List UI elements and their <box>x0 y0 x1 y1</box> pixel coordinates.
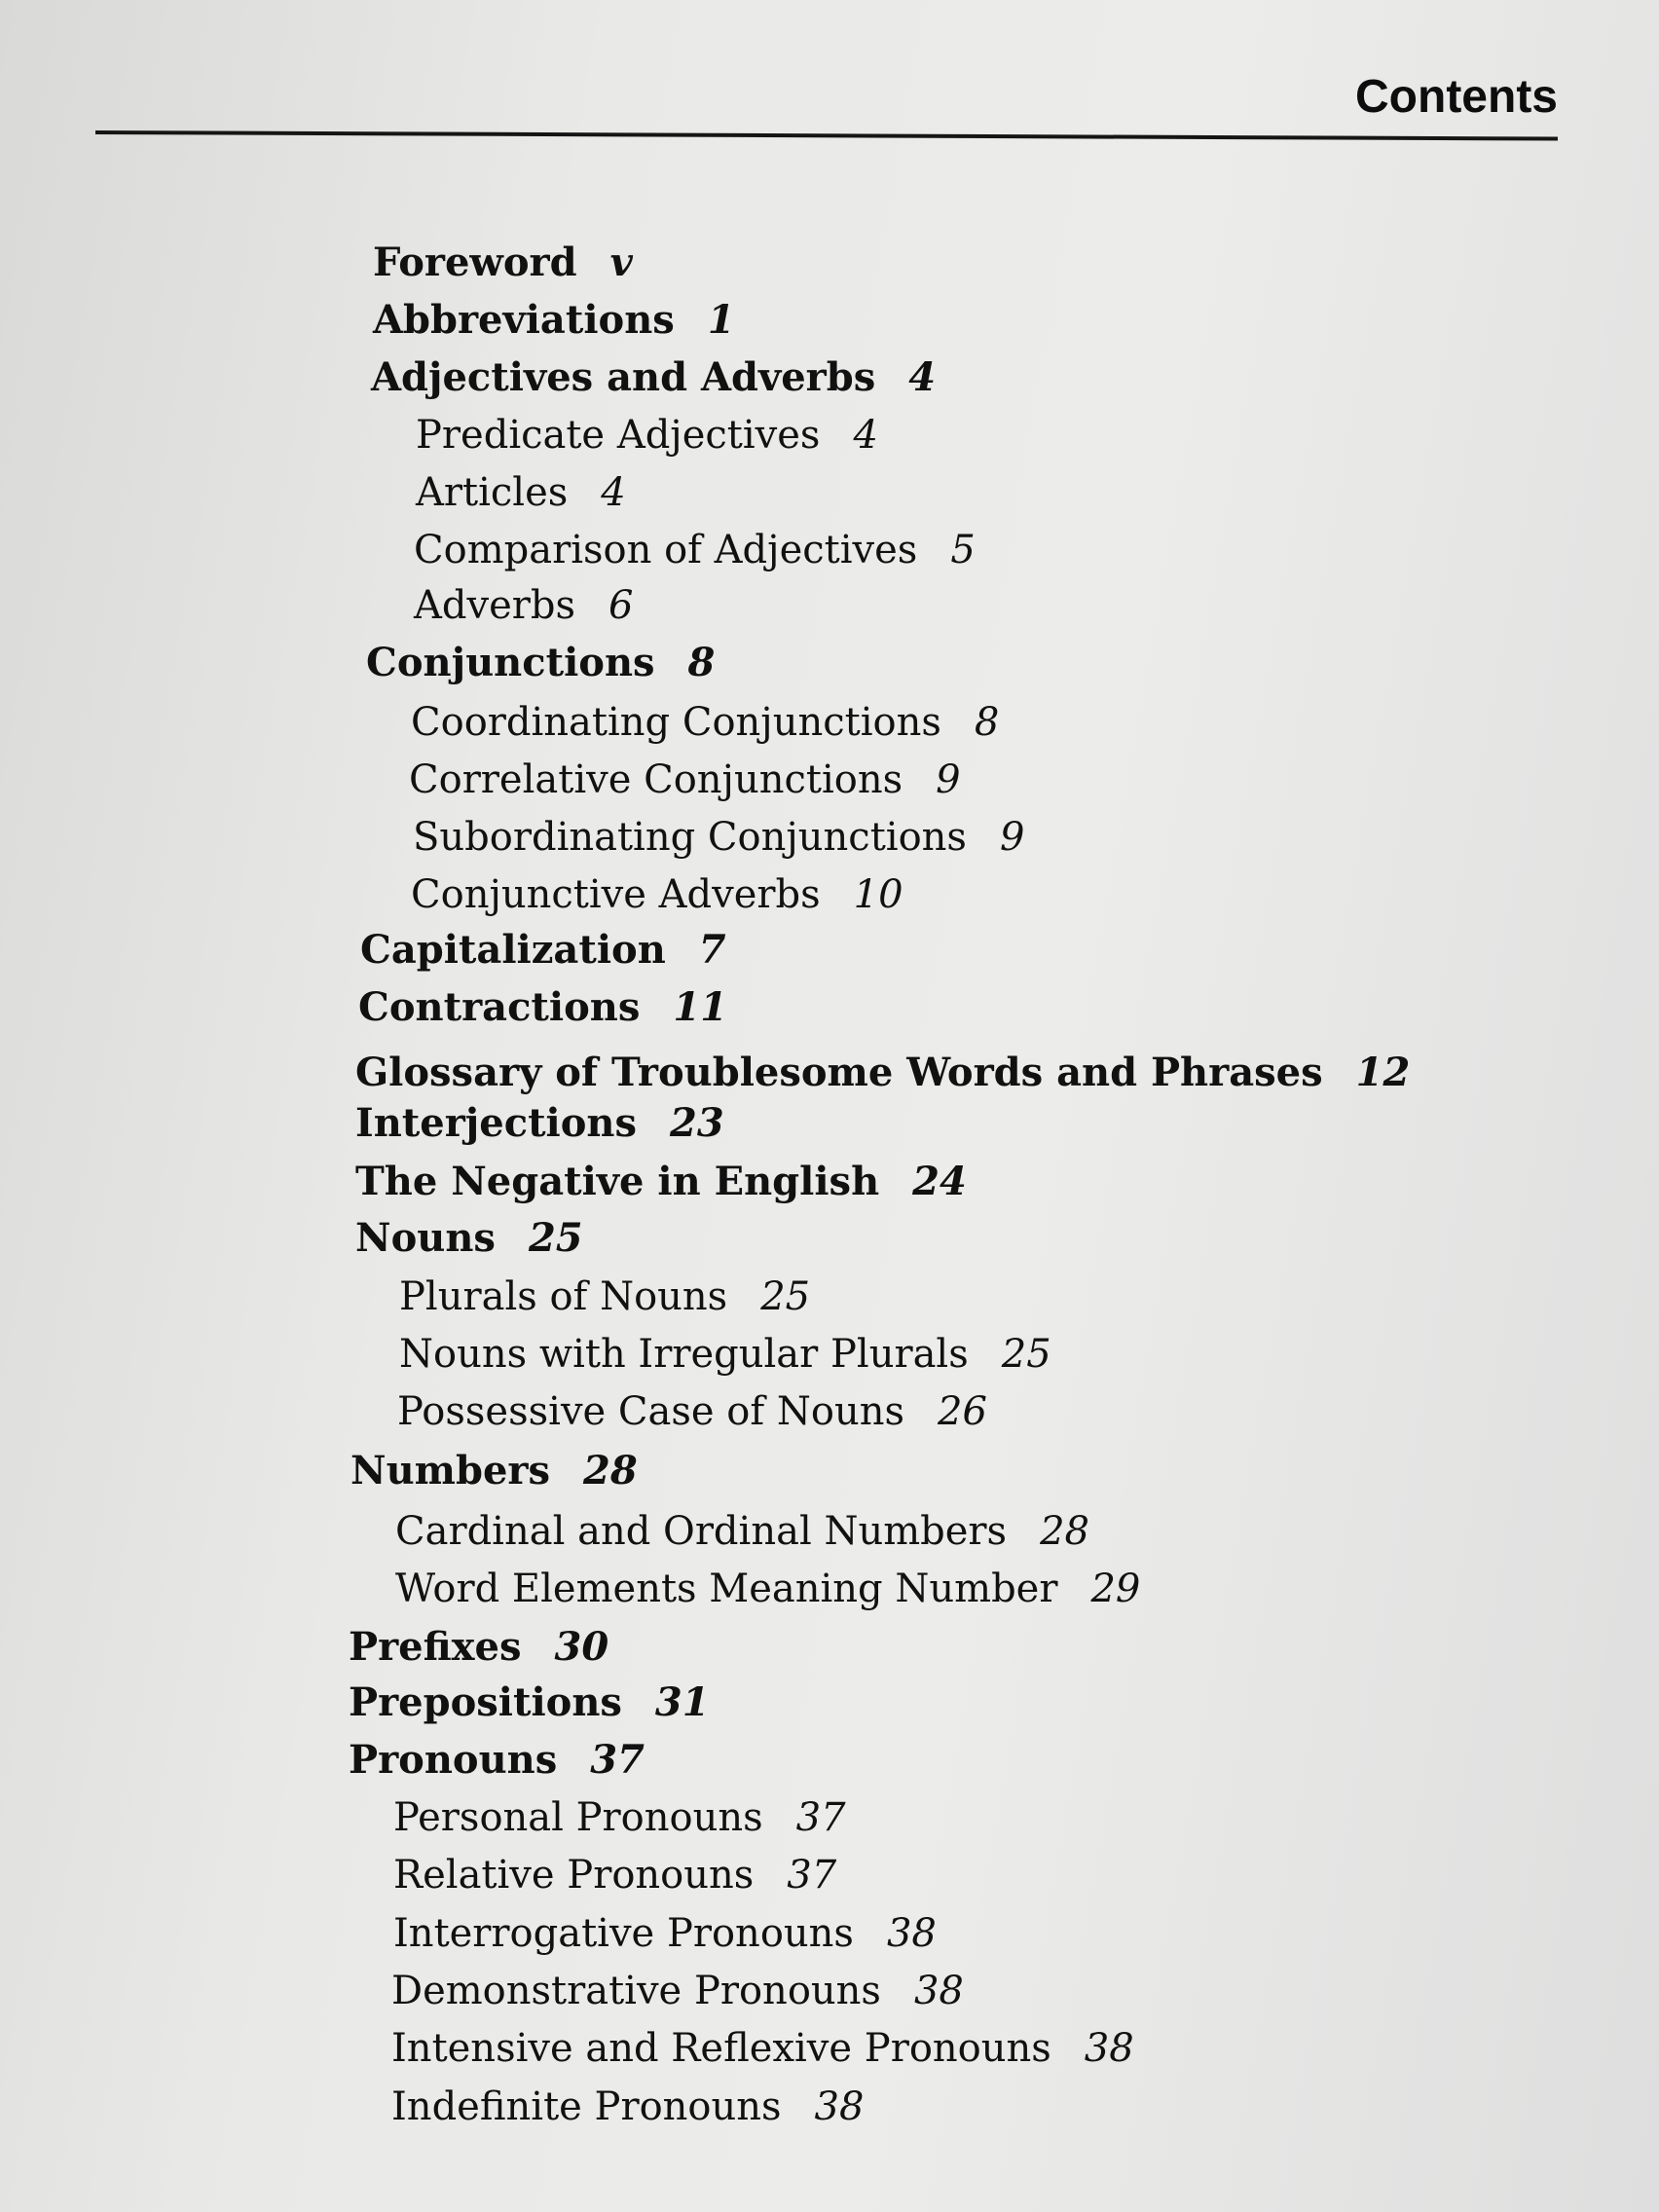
toc-entry-label: Adverbs <box>414 583 576 628</box>
toc-entry-label: Interrogative Pronouns <box>393 1911 854 1956</box>
toc-page-number: 38 <box>886 1911 937 1956</box>
toc-entry-label: Comparison of Adjectives <box>414 528 918 572</box>
toc-page-number: 23 <box>670 1100 724 1146</box>
toc-entry <box>355 1159 967 1205</box>
toc-entry-label: Correlative Conjunctions <box>409 757 903 802</box>
toc-page-number: 38 <box>913 1969 964 2013</box>
toc-subentry <box>393 1794 846 1841</box>
toc-entry <box>373 297 735 344</box>
toc-entry-label: Abbreviations <box>373 297 675 343</box>
toc-subentry <box>411 871 903 918</box>
toc-entry-label: Prepositions <box>349 1679 622 1725</box>
toc-subentry <box>397 1388 987 1435</box>
toc-page-number: 4 <box>601 470 626 515</box>
toc-entry-label: Coordinating Conjunctions <box>411 700 941 745</box>
toc-entry <box>355 1100 724 1147</box>
toc-page-number: 5 <box>950 528 976 572</box>
toc-subentry <box>399 1331 1051 1378</box>
toc-entry <box>358 984 727 1031</box>
toc-entry <box>366 640 715 686</box>
toc-entry-label: Numbers <box>350 1448 550 1493</box>
toc-entry <box>349 1737 645 1784</box>
toc-entry-label: Conjunctions <box>366 640 655 685</box>
toc-page-number: 28 <box>1040 1509 1089 1554</box>
toc-entry <box>360 927 726 974</box>
toc-subentry <box>393 1910 937 1957</box>
toc-page-number: 28 <box>582 1448 638 1493</box>
toc-page-number: 25 <box>1001 1332 1051 1377</box>
toc-page-number: 37 <box>795 1795 846 1840</box>
toc-entry <box>350 1448 638 1494</box>
toc-entry-label: Relative Pronouns <box>393 1853 755 1898</box>
toc-page-number: 4 <box>908 354 937 400</box>
toc-entry <box>349 1624 608 1671</box>
toc-page-number: 9 <box>936 757 961 802</box>
toc-page-number: 25 <box>760 1274 811 1319</box>
toc-page-number: 8 <box>687 640 716 685</box>
page-title: Contents <box>1355 71 1558 123</box>
toc-page-number: 4 <box>853 413 878 458</box>
toc-subentry <box>411 699 999 746</box>
toc-page-number: 7 <box>698 927 726 973</box>
toc-entry-label: Indefinite Pronouns <box>391 2084 782 2129</box>
toc-page-number: 9 <box>999 815 1025 860</box>
toc-entry-label: Personal Pronouns <box>393 1795 763 1840</box>
toc-page-number: 37 <box>590 1737 645 1783</box>
toc-entry-label: Articles <box>416 470 569 515</box>
toc-entry-label: Capitalization <box>360 927 666 973</box>
toc-entry-label: Word Elements Meaning Number <box>395 1567 1058 1611</box>
toc-entry-label: Prefixes <box>349 1624 522 1670</box>
toc-entry <box>355 1050 1410 1096</box>
toc-subentry <box>416 412 878 459</box>
toc-entry-label: Intensive and Reflexive Pronouns <box>391 2026 1051 2071</box>
toc-entry-label: Interjections <box>355 1100 638 1146</box>
toc-page-number: v <box>609 240 633 285</box>
toc-subentry <box>395 1508 1089 1555</box>
toc-page-number: 37 <box>787 1853 837 1898</box>
toc-subentry <box>399 1273 810 1320</box>
toc-page-number: 38 <box>814 2084 865 2129</box>
toc-entry-label: Pronouns <box>349 1737 558 1783</box>
toc-subentry <box>393 1852 836 1899</box>
toc-entry-label: Conjunctive Adverbs <box>411 872 821 917</box>
toc-subentry <box>414 527 976 573</box>
toc-page-number: 31 <box>654 1679 710 1725</box>
toc-subentry <box>391 2025 1134 2072</box>
toc-page-number: 11 <box>673 984 728 1030</box>
toc-entry-label: Possessive Case of Nouns <box>397 1389 905 1434</box>
toc-subentry <box>416 469 626 516</box>
toc-page-number: 38 <box>1084 2026 1134 2071</box>
toc-page-number: 6 <box>608 583 634 628</box>
toc-entry-label: Adjectives and Adverbs <box>371 354 876 400</box>
toc-entry-label: Demonstrative Pronouns <box>391 1969 881 2013</box>
toc-subentry <box>395 1566 1140 1612</box>
toc-entry-label: Glossary of Troublesome Words and Phrases <box>355 1050 1323 1095</box>
toc-page-number: 29 <box>1090 1567 1141 1611</box>
toc-page-number: 30 <box>554 1624 609 1670</box>
toc-entry <box>373 240 633 286</box>
toc-page-number: 12 <box>1355 1050 1411 1095</box>
toc-subentry <box>391 1968 964 2014</box>
toc-entry-label: Predicate Adjectives <box>416 413 821 458</box>
toc-page-number: 1 <box>707 297 735 343</box>
toc-page-number: 24 <box>912 1159 967 1204</box>
toc-page-number: 8 <box>974 700 1000 745</box>
toc-entry-label: Cardinal and Ordinal Numbers <box>395 1509 1008 1554</box>
toc-entry-label: Nouns <box>355 1215 496 1261</box>
toc-entry <box>371 354 936 401</box>
toc-subentry <box>414 582 633 629</box>
toc-entry-label: Nouns with Irregular Plurals <box>399 1332 969 1377</box>
toc-entry <box>349 1679 710 1726</box>
toc-entry-label: Subordinating Conjunctions <box>413 815 967 860</box>
toc-page-number: 10 <box>853 872 903 917</box>
toc-page-number: 26 <box>938 1389 987 1434</box>
toc-entry-label: The Negative in English <box>355 1159 880 1204</box>
toc-subentry <box>413 814 1024 861</box>
toc-subentry <box>391 2083 864 2130</box>
toc-entry <box>355 1215 583 1262</box>
toc-entry-label: Contractions <box>358 984 641 1030</box>
toc-entry-label: Plurals of Nouns <box>399 1274 728 1319</box>
toc-page-number: 25 <box>528 1215 583 1261</box>
toc-subentry <box>409 756 961 803</box>
toc-entry-label: Foreword <box>373 240 577 285</box>
